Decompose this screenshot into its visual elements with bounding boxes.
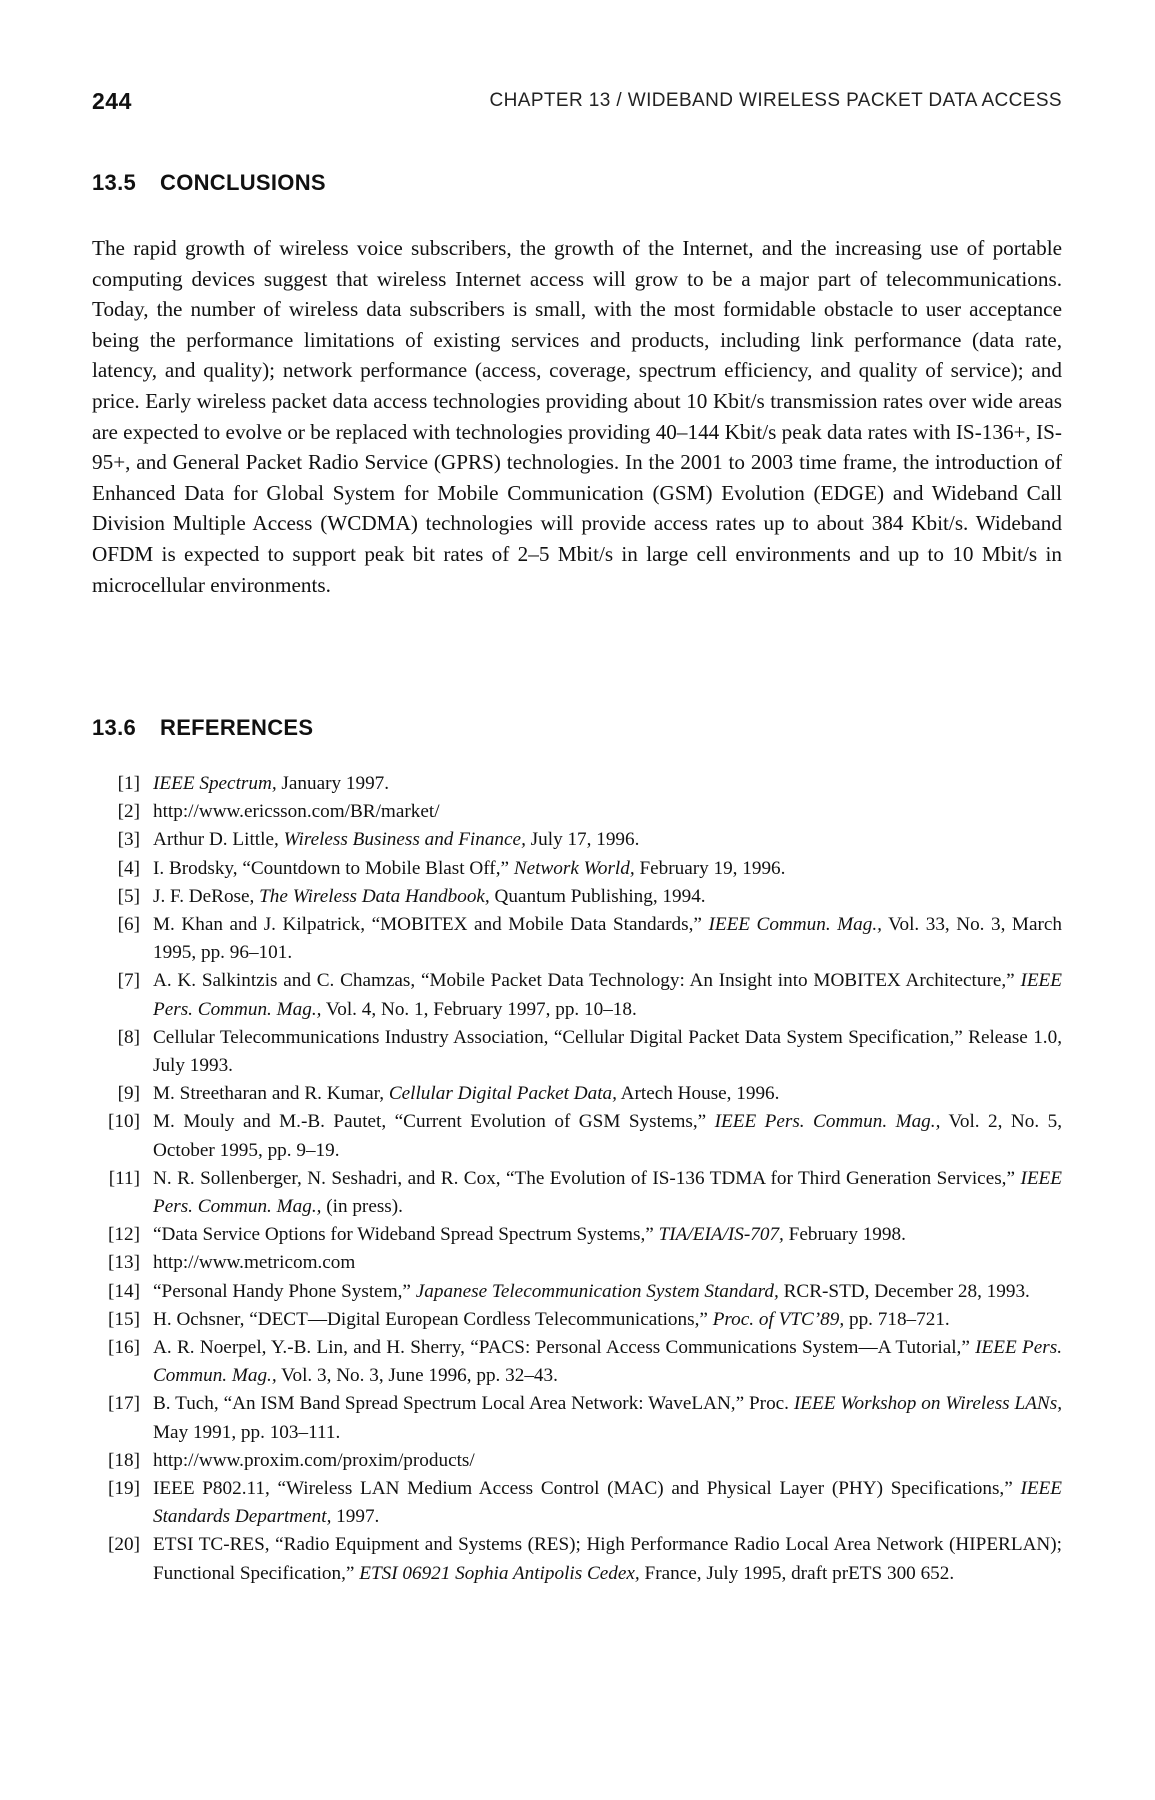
- reference-item: [92, 1080, 1062, 1108]
- reference-source: IEEE Commun. Mag.,: [708, 914, 882, 936]
- reference-details: February 1998.: [783, 1224, 906, 1246]
- reference-text: M. Streetharan and R. Kumar,: [153, 1083, 389, 1105]
- section-title: CONCLUSIONS: [160, 170, 326, 195]
- reference-text: I. Brodsky, “Countdown to Mobile Blast Off,”: [153, 857, 514, 879]
- reference-item: [92, 883, 1062, 911]
- reference-source: Network World,: [513, 857, 635, 879]
- page-number: 244: [92, 88, 132, 114]
- reference-text: J. F. DeRose,: [153, 885, 260, 907]
- reference-text: Arthur D. Little,: [153, 829, 284, 851]
- reference-details: RCR-STD, December 28, 1993.: [778, 1280, 1030, 1302]
- reference-item: [92, 826, 1062, 854]
- reference-item: [92, 1475, 1062, 1531]
- reference-text: http://www.proxim.com/proxim/products/: [153, 1449, 475, 1471]
- reference-number: [7]: [117, 970, 140, 992]
- reference-item: [92, 770, 1062, 798]
- reference-text: “Data Service Options for Wideband Spread Spectrum Systems,”: [153, 1224, 659, 1246]
- reference-list: [92, 770, 1062, 1588]
- section-number: 13.6: [92, 715, 137, 740]
- reference-source: IEEE Standards Department,: [153, 1478, 1062, 1528]
- reference-number: [2]: [117, 801, 140, 823]
- reference-number: [13]: [108, 1252, 140, 1274]
- conclusions-paragraph: The rapid growth of wireless voice subscribers, the growth of the Internet, and the increasing use of portable computing devices suggest that wireless Internet access will grow to be a major part of telecommunications. Today, the number of wireless data subscribers is small, with the most formidable obstacle to user acceptance being the performance limitations of existing services and products, including link performance (data rate, latency, and quality); network performance (access, coverage, spectrum efficiency, and quality of service); and price. Early wireless packet data access technologies providing about 10 Kbit/s transmission rates over wide areas are expected to evolve or be replaced with technologies providing 40–144 Kbit/s peak data rates with IS-136+, IS-95+, and General Packet Radio Service (GPRS) technologies. In the 2001 to 2003 time frame, the introduction of Enhanced Data for Global System for Mobile Communication (GSM) Evolution (EDGE) and Wideband Call Division Multiple Access (WCDMA) technologies will provide access rates up to about 384 Kbit/s. Wideband OFDM is expected to support peak bit rates of 2–5 Mbit/s in large cell environments and up to 10 Mbit/s in microcellular environments.: [92, 236, 1062, 597]
- reference-item: [92, 1306, 1062, 1334]
- reference-source: TIA/EIA/IS-707,: [658, 1224, 784, 1246]
- reference-number: [18]: [108, 1449, 140, 1471]
- reference-details: France, July 1995, draft prETS 300 652.: [639, 1562, 955, 1584]
- reference-number: [10]: [108, 1111, 140, 1133]
- reference-text: H. Ochsner, “DECT—Digital European Cordless Telecommunications,”: [153, 1308, 713, 1330]
- section-number: 13.5: [92, 170, 137, 195]
- reference-item: [92, 967, 1062, 1023]
- reference-details: Quantum Publishing, 1994.: [489, 885, 706, 907]
- reference-details: Vol. 4, No. 1, February 1997, pp. 10–18.: [321, 998, 637, 1020]
- reference-source: Japanese Telecommunication System Standard,: [415, 1280, 779, 1302]
- reference-source: IEEE Pers. Commun. Mag.,: [714, 1111, 941, 1133]
- reference-details: Vol. 2, No. 5, October 1995, pp. 9–19.: [153, 1111, 1063, 1161]
- reference-source: IEEE Pers. Commun. Mag.,: [153, 1337, 1062, 1387]
- reference-source: IEEE Pers. Commun. Mag.,: [153, 1167, 1062, 1218]
- reference-text: B. Tuch, “An ISM Band Spread Spectrum Local Area Network: WaveLAN,” Proc.: [153, 1393, 794, 1415]
- reference-text: http://www.metricom.com: [153, 1252, 356, 1274]
- reference-number: [9]: [117, 1083, 140, 1105]
- reference-text: ETSI TC-RES, “Radio Equipment and Systems (RES); High Performance Radio Local Area Network (HIPERLAN); Functional Specification,”: [153, 1534, 1062, 1584]
- reference-item: [92, 1108, 1062, 1164]
- reference-source: Cellular Digital Packet Data,: [388, 1083, 617, 1105]
- reference-details: pp. 718–721.: [844, 1308, 950, 1330]
- reference-text: http://www.ericsson.com/BR/market/: [153, 801, 440, 823]
- reference-source: IEEE Spectrum,: [153, 773, 277, 794]
- reference-details: February 19, 1996.: [634, 857, 786, 879]
- reference-source: The Wireless Data Handbook,: [259, 885, 490, 907]
- reference-details: Vol. 3, No. 3, June 1996, pp. 32–43.: [276, 1365, 558, 1387]
- reference-details: January 1997.: [276, 773, 390, 794]
- reference-item: [92, 855, 1062, 883]
- reference-text: IEEE P802.11, “Wireless LAN Medium Access Control (MAC) and Physical Layer (PHY) Specifications,”: [153, 1478, 1021, 1500]
- reference-number: [17]: [108, 1393, 140, 1415]
- reference-details: July 17, 1996.: [525, 829, 640, 851]
- reference-item: [92, 1531, 1062, 1587]
- reference-text: N. R. Sollenberger, N. Seshadri, and R. Cox, “The Evolution of IS-136 TDMA for Third Generation Services,”: [153, 1167, 1021, 1189]
- reference-number: [4]: [117, 857, 140, 879]
- reference-number: [6]: [117, 914, 140, 936]
- reference-item: [92, 1447, 1062, 1475]
- reference-details: 1997.: [331, 1506, 380, 1528]
- reference-text: Cellular Telecommunications Industry Association, “Cellular Digital Packet Data System Specification,” Release 1.0, July 1993.: [153, 1026, 1062, 1077]
- reference-number: [8]: [117, 1026, 140, 1048]
- reference-item: [92, 1390, 1062, 1446]
- reference-number: [14]: [108, 1280, 140, 1302]
- reference-item: [92, 1221, 1062, 1249]
- reference-item: [92, 911, 1062, 967]
- reference-text: A. R. Noerpel, Y.-B. Lin, and H. Sherry, “PACS: Personal Access Communications System—A Tutorial,”: [153, 1337, 976, 1359]
- running-header: [92, 88, 1062, 118]
- reference-number: [3]: [117, 829, 140, 851]
- reference-text: M. Khan and J. Kilpatrick, “MOBITEX and Mobile Data Standards,”: [153, 914, 709, 936]
- reference-number: [20]: [108, 1534, 140, 1556]
- reference-details: Artech House, 1996.: [616, 1083, 780, 1105]
- reference-source: Proc. of VTC’89,: [712, 1308, 845, 1330]
- reference-source: Wireless Business and Finance,: [283, 829, 526, 851]
- reference-number: [1]: [117, 773, 140, 794]
- chapter-title: CHAPTER 13 / WIDEBAND WIRELESS PACKET DATA ACCESS: [489, 90, 1062, 111]
- section-title: REFERENCES: [160, 715, 314, 740]
- reference-details: May 1991, pp. 103–111.: [153, 1421, 341, 1443]
- reference-item: [92, 1024, 1062, 1080]
- section-heading-conclusions: [92, 170, 326, 196]
- reference-details: Vol. 33, No. 3, March 1995, pp. 96–101.: [153, 914, 1062, 964]
- reference-number: [11]: [108, 1167, 140, 1189]
- reference-source: IEEE Pers. Commun. Mag.,: [153, 970, 1062, 1020]
- reference-text: M. Mouly and M.-B. Pautet, “Current Evolution of GSM Systems,”: [153, 1111, 715, 1133]
- reference-text: “Personal Handy Phone System,”: [153, 1280, 416, 1302]
- reference-item: [92, 1334, 1062, 1390]
- reference-text: A. K. Salkintzis and C. Chamzas, “Mobile Packet Data Technology: An Insight into MOBITEX Architecture,”: [153, 970, 1021, 992]
- reference-number: [19]: [108, 1478, 140, 1500]
- reference-item: [92, 798, 1062, 826]
- reference-item: [92, 1249, 1062, 1277]
- section-heading-references: [92, 715, 313, 741]
- reference-number: [16]: [108, 1337, 140, 1359]
- reference-number: [12]: [108, 1224, 140, 1246]
- reference-source: ETSI 06921 Sophia Antipolis Cedex,: [359, 1562, 640, 1584]
- reference-source: IEEE Workshop on Wireless LANs,: [793, 1393, 1062, 1415]
- reference-number: [5]: [117, 885, 140, 907]
- reference-item: [92, 1278, 1062, 1306]
- reference-item: [92, 1165, 1062, 1221]
- reference-number: [15]: [108, 1308, 140, 1330]
- reference-details: (in press).: [321, 1196, 403, 1218]
